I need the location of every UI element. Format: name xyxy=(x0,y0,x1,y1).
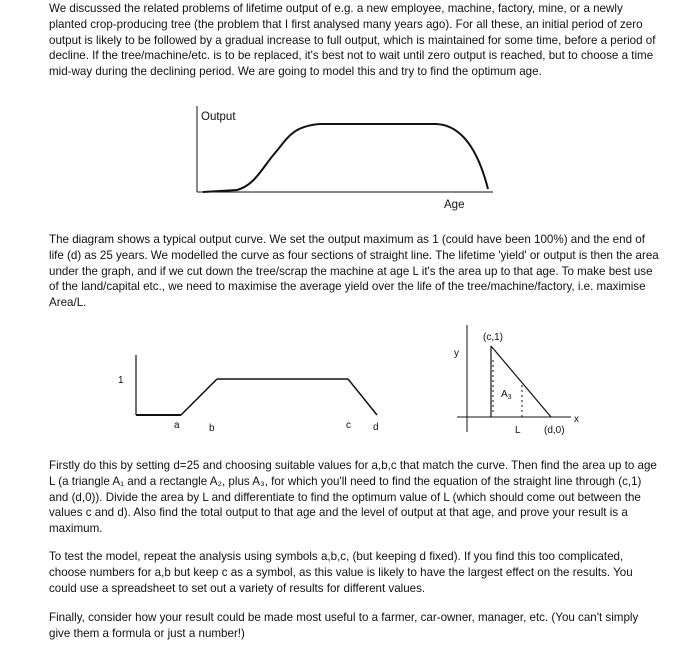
figure3-area-subscript: 3 xyxy=(507,394,512,401)
instructions-paragraph: Firstly do this by setting d=25 and choosing suitable values for a,b,c that match the curve. Then find the area up to age L (a triangle A₁ and a rectangle A₂, plus A₃, for which you'll need to find the equation of the straight line through (c,1) and (d,0)). Divide the area by L and differentiate to find the optimum value of L (which should come out between the values c and d). Also find the total output to that age and the level of output at that age, and prove your result is a maximum. xyxy=(49,459,657,536)
figure2-label-a: a xyxy=(174,420,180,431)
conclusion-paragraph: Finally, consider how your result could be made most useful to a farmer, car-owner, manager, etc. (You can't simply give them a formula or just a number!) xyxy=(49,611,639,640)
figure2-y-tick-label: 1 xyxy=(118,375,124,386)
figure3-y-label: y xyxy=(454,348,459,359)
intro-paragraph: We discussed the related problems of lifetime output of e.g. a new employee, machine, factory, mine, or a newly planted crop-producing tree (the problem that I first analysed many years ago). For all these, an initial period of zero output is likely to be followed by a gradual increase to full output, which is maintained for some time, before a period of decline. If the tree/machine/etc. is to be replaced, it's best not to wait until zero output is reached, but to choose a time mid-way during the declining period. We are going to model this and try to find the optimum age. xyxy=(49,2,656,79)
figure3-area-letter: A xyxy=(501,389,508,400)
figure1-x-label: Age xyxy=(444,199,465,211)
figure3-x-label: x xyxy=(574,414,579,425)
testing-paragraph: To test the model, repeat the analysis using symbols a,b,c, (but keeping d fixed). If you find this too complicated, choose numbers for a,b but keep c as a symbol, as this value is likely to have the largest effect on the results. You could use a spreadsheet to set out a variety of results for different values. xyxy=(49,550,633,595)
figure3-point-c-label: (c,1) xyxy=(483,332,503,343)
figure3-area-label xyxy=(501,389,512,401)
figure3-point-d-label: (d,0) xyxy=(544,425,565,436)
figure3-hypotenuse xyxy=(491,346,551,417)
figure1-y-label: Output xyxy=(201,111,236,123)
model-paragraph: The diagram shows a typical output curve. We set the output maximum as 1 (could have been 100%) and the end of life (d) as 25 years. We modelled the curve as four sections of straight line. The lifetime 'yield' or output is then the area under the graph, and if we cut down the tree/scrap the machine at age L it's the area up to that age. To make best use of the land/capital etc., we need to maximise the average yield over the life of the tree/machine/factory, i.e. maximise Area/L. xyxy=(49,233,659,310)
figure3-l-label: L xyxy=(515,425,521,436)
figure2-label-b: b xyxy=(209,423,215,434)
figure2-label-c: c xyxy=(346,420,351,431)
figure2-label-d: d xyxy=(373,422,379,433)
